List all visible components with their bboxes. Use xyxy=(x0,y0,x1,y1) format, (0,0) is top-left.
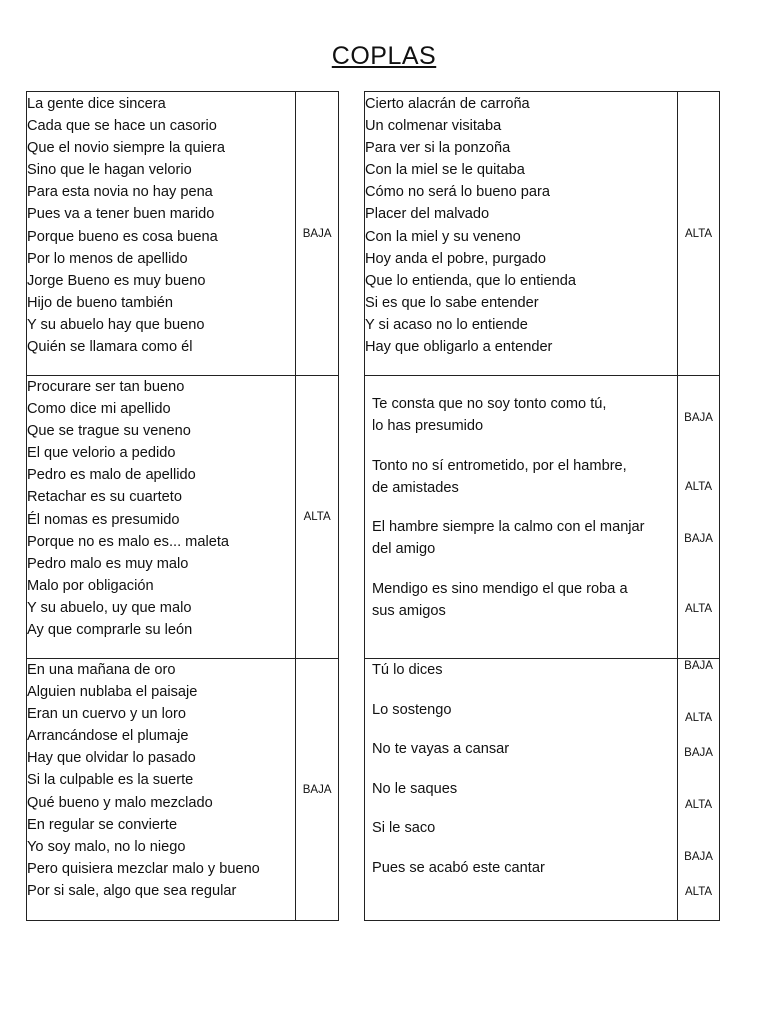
copla-block xyxy=(27,659,339,921)
voice-column xyxy=(678,659,720,921)
verse-line: Sino que le hagan velorio xyxy=(27,162,192,179)
copla-block xyxy=(365,92,720,376)
voice-label: ALTA xyxy=(685,712,713,724)
verse-line: Yo soy malo, no lo niego xyxy=(27,838,186,855)
verse-line: Que el novio siempre la quiera xyxy=(27,140,225,157)
right-coplas-table xyxy=(364,91,720,921)
verse-line: La gente dice sincera xyxy=(27,96,166,112)
verse-line: Él nomas es presumido xyxy=(27,511,180,528)
verse-line: Con la miel se le quitaba xyxy=(365,162,525,179)
verse-line: Retachar es su cuarteto xyxy=(27,489,182,506)
copla-lyrics xyxy=(27,376,296,659)
verse-line: Lo sostengo xyxy=(372,702,452,718)
copla-lyrics xyxy=(27,659,296,921)
verse-line: Tonto no sí entrometido, por el hambre, xyxy=(372,458,627,474)
verse-line: Mendigo es sino mendigo el que roba a xyxy=(372,581,628,597)
verse-line: Cierto alacrán de carroña xyxy=(365,96,530,112)
verse-line: Porque no es malo es... maleta xyxy=(27,533,229,550)
verse-line: Malo por obligación xyxy=(27,577,154,594)
voice-label: BAJA xyxy=(296,92,339,376)
verse-line: Pedro es malo de apellido xyxy=(27,467,196,484)
closing-lyrics xyxy=(365,659,678,921)
verse-line: No le saques xyxy=(372,781,458,797)
verse-line: Hay que obligarlo a entender xyxy=(365,339,553,356)
verse-line: Para esta novia no hay pena xyxy=(27,184,213,201)
copla-lyrics xyxy=(27,92,296,376)
verse-line: Un colmenar visitaba xyxy=(365,118,502,135)
verse-line: Porque bueno es cosa buena xyxy=(27,228,218,245)
dialogue-pair xyxy=(372,455,677,499)
verse-line: Quién se llamara como él xyxy=(27,339,193,356)
verse-line: Tú lo dices xyxy=(372,662,443,678)
dialogue-pair xyxy=(372,516,677,560)
verse-line: Si le saco xyxy=(372,820,436,836)
page-title: COPLAS xyxy=(331,42,437,70)
verse-line: Que lo entienda, que lo entienda xyxy=(365,272,576,289)
verse-line: Procurare ser tan bueno xyxy=(27,379,185,395)
verse-line: Pero quisiera mezclar malo y bueno xyxy=(27,860,260,877)
voice-label: BAJA xyxy=(684,533,713,545)
voice-label: ALTA xyxy=(296,376,339,659)
verse-line: Y su abuelo, uy que malo xyxy=(27,599,192,616)
left-coplas-table xyxy=(26,91,339,921)
verse-line: En regular se convierte xyxy=(27,816,178,833)
voice-label: BAJA xyxy=(684,660,713,672)
verse-line: del amigo xyxy=(372,541,436,557)
voice-label: BAJA xyxy=(296,659,339,921)
verse-line: Que se trague su veneno xyxy=(27,423,191,440)
voice-label: BAJA xyxy=(684,851,713,863)
verse-line: Eran un cuervo y un loro xyxy=(27,706,186,723)
verse-line: sus amigos xyxy=(372,603,446,619)
dialogue-pair xyxy=(372,393,677,437)
verse-line: Ay que comprarle su león xyxy=(27,622,193,639)
verse-line: Por lo menos de apellido xyxy=(27,250,188,267)
copla-lyrics xyxy=(365,92,678,376)
verse-line: de amistades xyxy=(372,480,459,496)
verse-line: Pues va a tener buen marido xyxy=(27,206,215,223)
verse-line: Y su abuelo hay que bueno xyxy=(27,316,205,333)
dialogue-pair xyxy=(372,578,677,622)
verse-line: Placer del malvado xyxy=(365,206,490,223)
verse-line: Hijo de bueno también xyxy=(27,294,174,311)
verse-line: No te vayas a cansar xyxy=(372,741,510,757)
voice-label: ALTA xyxy=(685,603,713,615)
verse-line: Para ver si la ponzoña xyxy=(365,140,511,157)
voice-label: ALTA xyxy=(685,886,713,898)
copla-block xyxy=(365,376,720,659)
verse-line: Qué bueno y malo mezclado xyxy=(27,794,213,811)
verse-line: Y si acaso no lo entiende xyxy=(365,316,528,333)
copla-block xyxy=(27,92,339,376)
verse-line: lo has presumido xyxy=(372,418,484,434)
verse-line: Cada que se hace un casorio xyxy=(27,118,217,135)
copla-block xyxy=(27,376,339,659)
verse-line: En una mañana de oro xyxy=(27,662,176,678)
verse-line: Con la miel y su veneno xyxy=(365,228,521,245)
verse-line: Jorge Bueno es muy bueno xyxy=(27,272,206,289)
verse-line: Si es que lo sabe entender xyxy=(365,294,539,311)
verse-line: Hay que olvidar lo pasado xyxy=(27,750,196,767)
verse-line: Hoy anda el pobre, purgado xyxy=(365,250,546,267)
voice-label: BAJA xyxy=(684,747,713,759)
voice-label: BAJA xyxy=(684,412,713,424)
verse-line: El hambre siempre la calmo con el manjar xyxy=(372,519,645,535)
verse-line: Pedro malo es muy malo xyxy=(27,555,189,572)
verse-line: Si la culpable es la suerte xyxy=(27,772,194,789)
verse-line: Arrancándose el plumaje xyxy=(27,728,189,745)
voice-column xyxy=(678,376,720,659)
voice-label: ALTA xyxy=(685,481,713,493)
verse-line: Como dice mi apellido xyxy=(27,401,171,418)
verse-line: El que velorio a pedido xyxy=(27,445,176,462)
dialogue-lyrics xyxy=(365,376,678,659)
verse-line: Te consta que no soy tonto como tú, xyxy=(372,396,607,412)
copla-block xyxy=(365,659,720,921)
verse-line: Pues se acabó este cantar xyxy=(372,860,545,876)
verse-line: Alguien nublaba el paisaje xyxy=(27,684,198,701)
voice-label: ALTA xyxy=(678,92,720,376)
voice-label: ALTA xyxy=(685,799,713,811)
verse-line: Cómo no será lo bueno para xyxy=(365,184,550,201)
verse-line: Por si sale, algo que sea regular xyxy=(27,882,237,899)
